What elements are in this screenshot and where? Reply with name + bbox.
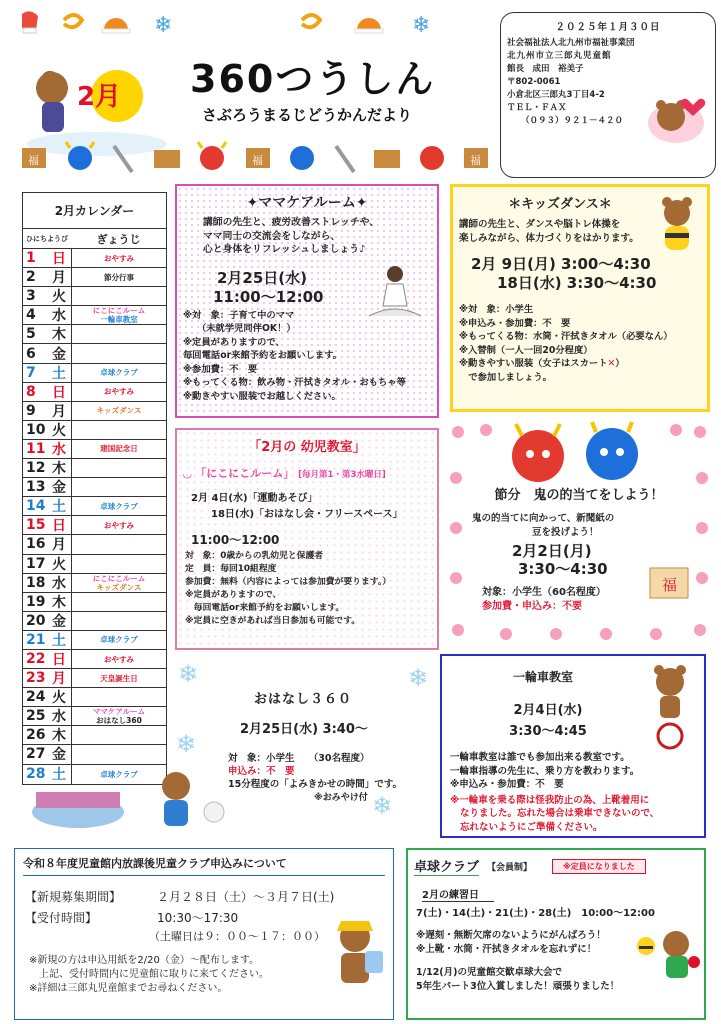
story-time-title: おはなし３６０ — [253, 692, 352, 707]
toddler-title: 「2月の 幼児教室」 — [248, 440, 366, 455]
toddler-detail: ※定員がありますので、 — [185, 590, 282, 600]
practice-dates: 7(土)・14(土)・21(土)・28(土) 10:00～12:00 — [416, 908, 655, 919]
calendar-event — [71, 268, 166, 286]
mama-detail: ※もってくる物：飲み物・汗拭きタオル・おもちゃ等 — [183, 377, 406, 388]
table-tennis-result: 1/12(月)の児童館交歓卓球大会で — [416, 967, 562, 978]
calendar-row — [23, 631, 166, 650]
issue-date: ２０２５年１月３０日 — [555, 22, 661, 33]
mama-detail: ※定員がありますので、 — [183, 336, 285, 348]
calendar-row — [23, 383, 166, 402]
calendar-row — [23, 287, 166, 306]
calendar-event — [71, 497, 166, 515]
mama-care-title: ✦ママケアルーム✦ — [246, 195, 368, 211]
calendar-body — [23, 249, 166, 784]
calendar-day-number: 26 — [26, 727, 46, 744]
snowflake-icon — [154, 13, 172, 38]
hat-icon — [102, 18, 130, 33]
hat-icon — [355, 18, 383, 33]
calendar-event — [71, 325, 166, 343]
calendar-weekday: 土 — [52, 632, 66, 649]
mama-date: 2月25日(水) — [217, 268, 308, 287]
calendar-event — [71, 631, 166, 649]
story-time-note: ※おみやけ付 — [314, 793, 368, 803]
calendar-day-number: 28 — [26, 766, 46, 783]
calendar-row — [23, 459, 166, 478]
calendar-event — [71, 535, 166, 553]
club-value: ２月２８日（土）～３月７日(土) — [157, 890, 335, 904]
unicycle-date: 2月4日(水) — [513, 703, 583, 718]
svg-text:福: 福 — [28, 154, 39, 167]
story-time-desc: 15分程度の「よみきかせの時間」です。 — [228, 779, 402, 790]
calendar-event-text: おやすみ — [104, 253, 134, 263]
calendar-event-text: キッズダンス — [96, 582, 142, 592]
calendar-weekday: 月 — [52, 537, 66, 554]
club-value: 10:30～17:30 — [157, 911, 239, 925]
story-time-apply: 申込み：不 要 — [228, 766, 295, 777]
table-tennis-member: 【会員制】 — [487, 862, 533, 873]
calendar-day-number: 15 — [26, 517, 46, 534]
calendar-weekday: 水 — [52, 575, 66, 592]
calendar-weekday: 木 — [52, 461, 66, 478]
svg-text:❄: ❄ — [154, 13, 173, 38]
calendar-weekday: 日 — [52, 652, 66, 669]
calendar-event — [71, 555, 166, 573]
calendar-event — [71, 383, 166, 401]
calendar-event — [71, 421, 166, 439]
unicycle-class-panel — [440, 654, 706, 838]
setsubun-time: 3:30～4:30 — [518, 560, 608, 578]
calendar-weekday: 月 — [52, 403, 66, 420]
setsubun-date: 2月2日(月) — [512, 542, 592, 560]
smile-icon: ◡ — [183, 467, 192, 480]
calendar-row — [23, 402, 166, 421]
setsubun-title: 節分 鬼の的当てをしよう！ — [494, 488, 664, 503]
calendar-event — [71, 593, 166, 611]
calendar-day-number: 16 — [26, 536, 46, 553]
calendar-row — [23, 249, 166, 268]
month-badge: 2月 — [76, 82, 122, 112]
calendar-row — [23, 344, 166, 363]
calendar-weekday: 木 — [52, 594, 66, 611]
calendar-row — [23, 726, 166, 745]
unicycle-detail: ※申込み・参加費：不 要 — [450, 779, 564, 790]
calendar-day-number: 3 — [26, 288, 36, 305]
calendar-event-text: 節分行事 — [104, 272, 134, 282]
after-school-club-panel — [14, 848, 394, 1020]
kids-detail: ※申込み・参加費：不 要 — [459, 317, 571, 329]
setsubun-decoration-row — [14, 140, 494, 176]
snowflake-icon: ❄ — [178, 660, 199, 688]
yoga-woman-icon — [359, 258, 431, 328]
calendar-event-text: おやすみ — [104, 387, 134, 397]
calendar-row — [23, 364, 166, 383]
calendar-row — [23, 325, 166, 344]
unicycle-detail: 一輪車教室は誰でも参加出来る教室です。 — [450, 752, 630, 763]
kids-detail: ※動きやすい服装（女子はスカート — [459, 358, 608, 369]
calendar-event — [71, 707, 166, 725]
kids-date-1: 2月 9日(月) 3:00～4:30 — [471, 255, 651, 273]
toddler-detail: 定 員：毎回10組程度 — [185, 564, 277, 574]
table-tennis-panel — [406, 848, 706, 1020]
calendar-day-number: 14 — [26, 498, 46, 515]
oni-mask-icon — [420, 146, 444, 170]
calendar-event-text: にこにこルーム — [92, 573, 146, 583]
calendar-event — [71, 516, 166, 534]
kids-intro-line: 楽しみながら、体力づくりをはかります。 — [459, 232, 639, 244]
calendar-weekday: 水 — [52, 709, 66, 726]
calendar-row — [23, 707, 166, 726]
table-tennis-note: ※遅刻・無断欠席のないようにがんばろう！ — [416, 930, 606, 941]
svg-text:福: 福 — [470, 154, 481, 167]
calendar-row — [23, 535, 166, 554]
calendar-header — [23, 229, 166, 249]
calendar-weekday: 水 — [52, 308, 66, 325]
calendar-weekday: 月 — [52, 270, 66, 287]
calendar-day-number: 8 — [26, 383, 36, 400]
calendar-event — [71, 574, 166, 592]
calendar-event — [71, 478, 166, 496]
mama-time: 11:00～12:00 — [213, 287, 324, 306]
fuku-box-icon — [22, 148, 46, 168]
calendar-weekday: 火 — [52, 289, 66, 306]
calendar-event — [71, 364, 166, 382]
calendar-event — [71, 440, 166, 458]
calendar-event — [71, 402, 166, 420]
unicycle-detail: 一輪車指導の先生に、乗り方を教わります。 — [450, 765, 640, 777]
calendar-weekday: 水 — [52, 441, 66, 458]
blue-oni-icon — [586, 422, 638, 480]
mama-care-panel — [175, 184, 439, 418]
calendar-day-number: 18 — [26, 574, 46, 591]
mitten-icon — [22, 11, 38, 33]
publisher-info — [500, 12, 716, 178]
fuku-box-icon — [464, 148, 488, 168]
kids-date-2: 18日(水) 3:30～4:30 — [497, 274, 657, 292]
calendar-day-number: 17 — [26, 555, 46, 572]
nikoniko-room-schedule: [毎月第1・第3水曜日] — [298, 470, 386, 480]
calendar-event-text: 建国記念日 — [100, 444, 138, 454]
info-line: 小倉北区三郎丸3丁目4-2 — [507, 90, 605, 100]
calendar-day-number: 19 — [26, 593, 46, 610]
practice-label: 2月の練習日 — [422, 886, 494, 902]
kids-dance-panel: ＊キッズダンス＊ 講師の先生と、ダンスや脳トレ体操を 楽しみながら、体力づくりをはかります。 2月 9日(月) 3:00～4:30 18日(水) 3:30～4:30 ※対 象：小学生 ※申込み・参加費：不 要 ※もってくる物：水筒・汗拭きタオル（必要なん） ※入替制（一人一回20分程度） ※動きやすい服装（女子はスカート✕） で参加しましょう。 — [450, 184, 710, 412]
info-line: 館長 成田 裕美子 — [507, 64, 584, 74]
calendar-event — [71, 249, 166, 267]
unicycle-time: 3:30～4:45 — [509, 724, 587, 739]
kotatsu-bears-illustration — [16, 756, 236, 840]
calendar-event — [71, 669, 166, 687]
calendar-event — [71, 688, 166, 706]
kids-detail: で参加しましょう。 — [459, 371, 552, 383]
table-tennis-title: 卓球クラブ — [414, 856, 479, 876]
calendar-row — [23, 574, 166, 593]
calendar-event-text: 卓球クラブ — [100, 635, 138, 645]
calendar-event-text: ママケアルーム — [92, 707, 146, 717]
info-line: 〒802-0061 — [507, 77, 561, 87]
unicycle-warning: なりました。忘れた場合は乗車できないので、 — [460, 808, 660, 819]
calendar-event-text: おはなし360 — [96, 716, 142, 726]
calendar-weekday: 土 — [52, 767, 66, 784]
oni-mask-icon — [290, 146, 314, 170]
calendar-day-number: 22 — [26, 651, 46, 668]
setsubun-intro: 鬼の的当てに向かって、新聞紙の — [472, 513, 615, 524]
toddler-class-panel — [175, 428, 439, 650]
kids-detail: ※入替制（一人一回20分程度） — [459, 344, 593, 356]
info-line: （０９３）９２１－４２０ — [521, 116, 624, 126]
sardine-stick-icon — [336, 146, 354, 172]
fuku-box-icon — [246, 148, 270, 168]
calendar-day-number: 6 — [26, 345, 36, 362]
calendar-day-number: 10 — [26, 421, 46, 438]
calendar-day-number: 9 — [26, 402, 36, 419]
calendar-row — [23, 555, 166, 574]
unicycle-title: 一輪車教室 — [512, 670, 573, 684]
fuku-bean-box-icon — [650, 568, 688, 598]
calendar-event-text: 卓球クラブ — [100, 769, 138, 779]
bee-bear-icon — [649, 193, 705, 259]
kids-detail: ※対 象：小学生 — [459, 304, 534, 315]
calendar-event-text: 卓球クラブ — [100, 501, 138, 511]
mama-intro-line: ママ同士の交流会をしながら、 — [203, 230, 341, 242]
mama-detail: （未就学児同伴OK！） — [183, 323, 296, 334]
calendar-head-event: ぎょうじ — [96, 232, 141, 246]
setsubun-panel — [446, 418, 712, 650]
calendar-head-day: ひにちようび — [26, 234, 68, 243]
calendar-title: 2月カレンダー — [23, 193, 166, 229]
toddler-detail: 参加費：無料（内容によっては参加費が要ります。） — [185, 577, 392, 587]
bean-box-icon — [374, 150, 400, 168]
calendar-event — [71, 306, 166, 324]
calendar-weekday: 金 — [52, 613, 66, 630]
calendar-weekday: 土 — [52, 499, 66, 516]
mama-intro-line: 心と身体をリフレッシュしましょう♪ — [203, 244, 366, 255]
bear-heart-icon — [641, 87, 711, 147]
kids-detail: ※もってくる物：水筒・汗拭きタオル（必要なん） — [459, 331, 673, 342]
snowflake-icon — [412, 13, 430, 38]
calendar-row — [23, 612, 166, 631]
calendar-day-number: 20 — [26, 612, 46, 629]
calendar-row — [23, 421, 166, 440]
calendar-event — [71, 287, 166, 305]
oni-mask-icon — [198, 142, 226, 170]
kids-mark: ✕ — [607, 358, 616, 369]
svg-text:❄: ❄ — [412, 13, 431, 38]
calendar-event — [71, 459, 166, 477]
bear-with-bag-icon — [325, 911, 389, 1001]
kids-dance-title: ＊キッズダンス＊ — [508, 197, 612, 212]
mama-detail: 毎回電話or来館予約をお願いします。 — [183, 350, 342, 361]
toddler-detail: ※定員に空きがあれば当日参加も可能です。 — [185, 616, 360, 626]
calendar-weekday: 土 — [52, 365, 66, 382]
club-label: 【新規募集期間】 — [25, 890, 122, 904]
decorative-icons-2 — [262, 8, 462, 38]
info-line: ＴＥＬ・ＦＡＸ — [507, 103, 567, 113]
top-decoration-row-2 — [262, 8, 462, 38]
story-time-date: 2月25日(水) 3:40～ — [240, 722, 368, 737]
info-line: 北九州市立三郎丸児童館 — [507, 51, 612, 61]
club-saturday-hours: （土曜日は９：００～１７：００） — [149, 930, 325, 943]
calendar-weekday: 日 — [52, 518, 66, 535]
mama-detail: ※動きやすい服装でお越しください。 — [183, 390, 341, 402]
page-title: 360つうしん — [190, 57, 436, 101]
calendar-day-number: 23 — [26, 670, 46, 687]
calendar-day-number: 11 — [26, 440, 46, 457]
calendar-event-text: 一輪車教室 — [100, 315, 138, 325]
calendar-weekday: 日 — [52, 251, 66, 268]
calendar-weekday: 木 — [52, 728, 66, 745]
club-note: 上記、受付時間内に児童館に取りに来てください。 — [29, 969, 269, 980]
club-note: ※新規の方は申込用紙を2/20（金）～配布します。 — [29, 955, 260, 966]
snowflake-icon: ❄ — [176, 730, 197, 758]
calendar-weekday: 金 — [52, 747, 66, 764]
svg-text:福: 福 — [662, 576, 678, 594]
setsubun-fee: 参加費・申込み：不要 — [482, 601, 582, 612]
snowflake-icon: ❄ — [408, 664, 429, 692]
unicycle-bear-icon — [640, 664, 700, 752]
calendar-day-number: 21 — [26, 631, 46, 648]
calendar-day-number: 13 — [26, 479, 46, 496]
toddler-time: 11:00～12:00 — [191, 533, 280, 547]
calendar-event — [71, 344, 166, 362]
info-line: 社会福祉法人北九州市福祉事業団 — [507, 38, 635, 48]
calendar-day-number: 7 — [26, 364, 36, 381]
calendar-event-text: 天皇誕生日 — [100, 673, 138, 683]
calendar-row — [23, 688, 166, 707]
club-label: 【受付時間】 — [25, 911, 98, 925]
calendar-event-text: 卓球クラブ — [100, 368, 138, 378]
unicycle-warning: ※一輪車を乗る際は怪我防止の為、上靴着用に — [450, 794, 650, 806]
toddler-session: 2月 4日(水)「運動あそび」 — [191, 493, 318, 504]
oni-mask-icon — [66, 142, 94, 170]
toddler-session: 18日(水)「おはなし会・フリースペース」 — [211, 509, 403, 520]
mama-detail: ※対 象：子育て中のママ — [183, 309, 295, 321]
calendar-row — [23, 669, 166, 688]
calendar-weekday: 火 — [52, 422, 66, 439]
calendar-day-number: 25 — [26, 708, 46, 725]
table-tennis-note: ※上靴・水筒・汗拭きタオルを忘れずに！ — [416, 943, 597, 955]
february-calendar — [22, 192, 167, 785]
calendar-event — [71, 612, 166, 630]
calendar-event-text: キッズダンス — [96, 406, 142, 416]
svg-text:福: 福 — [252, 154, 263, 167]
snowflake-icon: ❄ — [372, 792, 393, 820]
calendar-weekday: 火 — [52, 556, 66, 573]
calendar-day-number: 1 — [26, 250, 36, 267]
page-subtitle: さぶろうまるじどうかんだより — [202, 106, 413, 124]
nikoniko-room-label: 「にこにこルーム」 — [195, 467, 295, 480]
unicycle-warning: 忘れないようにご準備ください。 — [460, 821, 603, 833]
calendar-row — [23, 650, 166, 669]
red-oni-icon — [512, 424, 564, 482]
calendar-row — [23, 593, 166, 612]
story-time-target: 対 象：小学生 （30名程度） — [228, 753, 370, 764]
calendar-event — [71, 650, 166, 668]
mama-intro-line: 講師の先生と、疲労改善ストレッチや、 — [203, 217, 380, 228]
calendar-weekday: 火 — [52, 690, 66, 707]
calendar-day-number: 24 — [26, 689, 46, 706]
setsubun-intro: 豆を投げよう！ — [532, 527, 599, 538]
calendar-row — [23, 268, 166, 287]
calendar-day-number: 12 — [26, 460, 46, 477]
mama-detail: ※参加費：不 要 — [183, 363, 258, 375]
calendar-event-text: おやすみ — [104, 520, 134, 530]
toddler-detail: 対 象：0歳からの乳幼児と保護者 — [185, 551, 324, 561]
ribbon-icon — [302, 15, 320, 27]
calendar-day-number: 4 — [26, 307, 36, 324]
calendar-weekday: 月 — [52, 671, 66, 688]
setsubun-target: 対象：小学生（60名程度） — [482, 587, 606, 598]
decorative-icons — [14, 8, 189, 38]
calendar-weekday: 木 — [52, 327, 66, 344]
top-decoration-row — [14, 8, 189, 38]
ribbon-icon — [64, 15, 82, 27]
calendar-event-text: おやすみ — [104, 654, 134, 664]
club-note: ※詳細は三郎丸児童館までお尋ねください。 — [29, 983, 228, 994]
table-tennis-result: 5年生パート3位入賞しました！頑張りました！ — [416, 980, 620, 992]
calendar-row — [23, 516, 166, 535]
calendar-weekday: 金 — [52, 480, 66, 497]
kids-intro-line: 講師の先生と、ダンスや脳トレ体操を — [459, 219, 621, 230]
calendar-weekday: 金 — [52, 346, 66, 363]
calendar-day-number: 2 — [26, 269, 36, 286]
club-title: 令和８年度児童館内放課後児童クラブ申込みについて — [23, 855, 385, 876]
calendar-weekday: 日 — [52, 384, 66, 401]
ping-pong-bear-icon — [630, 924, 702, 984]
table-tennis-full-badge: ※定員になりました — [552, 859, 646, 874]
calendar-day-number: 27 — [26, 746, 46, 763]
calendar-row — [23, 306, 166, 325]
calendar-row — [23, 478, 166, 497]
calendar-day-number: 5 — [26, 326, 36, 343]
calendar-row — [23, 497, 166, 516]
toddler-detail: 毎回電話or来館予約をお願いします。 — [185, 603, 345, 613]
bean-box-icon — [154, 150, 180, 168]
sardine-stick-icon — [114, 146, 132, 172]
calendar-event-text: にこにこルーム — [92, 306, 146, 316]
calendar-row — [23, 440, 166, 459]
calendar-event — [71, 726, 166, 744]
